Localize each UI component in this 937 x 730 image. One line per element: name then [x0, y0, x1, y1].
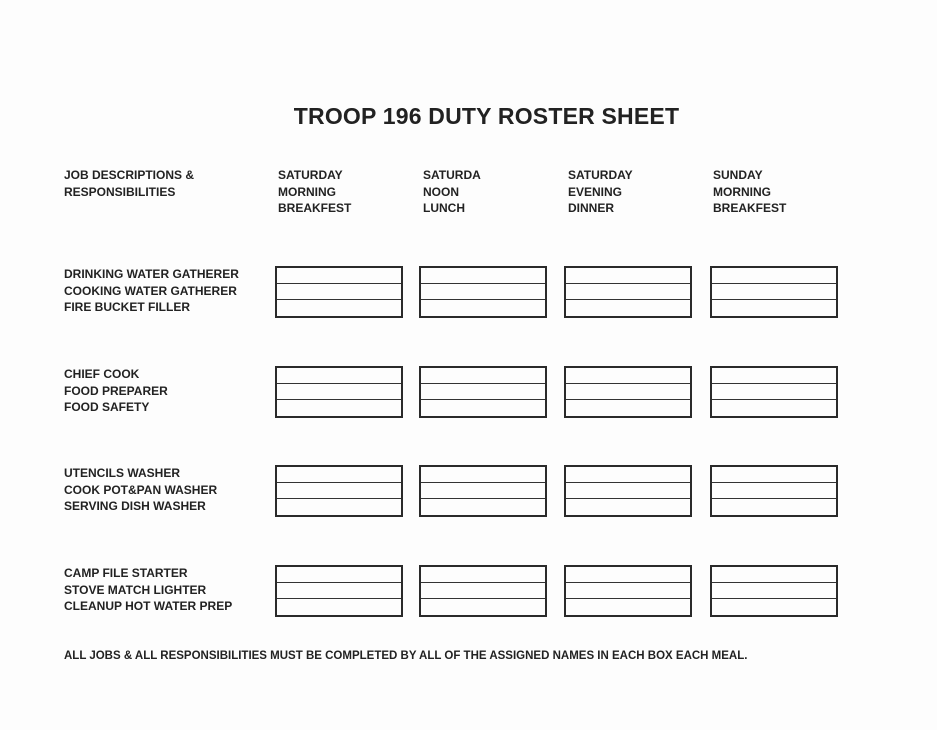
name-slot[interactable]: [712, 300, 836, 316]
name-slot[interactable]: [277, 284, 401, 300]
job-descriptions-header: [64, 167, 194, 200]
name-box-water-sun-breakfast: [710, 266, 838, 318]
name-slot[interactable]: [566, 483, 690, 499]
meal-header-day: SATURDAY: [568, 168, 633, 182]
job-group-cooking: [64, 366, 168, 416]
name-slot[interactable]: [566, 567, 690, 583]
job-group-washing: [64, 465, 217, 515]
page-title: TROOP 196 DUTY ROSTER SHEET: [293, 103, 680, 129]
footer-note: ALL JOBS & ALL RESPONSIBILITIES MUST BE COMPLETED BY ALL OF THE ASSIGNED NAMES IN EACH BOX EACH MEAL.: [64, 650, 748, 662]
name-slot[interactable]: [566, 400, 690, 416]
name-slot[interactable]: [421, 368, 545, 384]
meal-header-day: SATURDAY: [278, 168, 343, 182]
name-slot[interactable]: [421, 400, 545, 416]
job-label: UTENCILS WASHER: [64, 466, 181, 480]
name-slot[interactable]: [712, 268, 836, 284]
name-slot[interactable]: [277, 583, 401, 599]
name-slot[interactable]: [421, 483, 545, 499]
name-slot[interactable]: [566, 268, 690, 284]
job-label: FOOD PREPARER: [64, 383, 168, 398]
name-box-water-sat-dinner: [564, 266, 692, 318]
meal-header-saturday-breakfast: [278, 167, 351, 217]
job-label: FIRE BUCKET FILLER: [64, 300, 190, 314]
name-slot[interactable]: [421, 467, 545, 483]
job-label: SERVING DISH WASHER: [64, 499, 206, 513]
name-box-washing-sat-breakfast: [275, 465, 403, 517]
name-slot[interactable]: [712, 599, 836, 615]
meal-header-day: SATURDA: [423, 168, 481, 182]
name-slot[interactable]: [421, 583, 545, 599]
name-slot[interactable]: [712, 583, 836, 599]
name-slot[interactable]: [277, 268, 401, 284]
name-slot[interactable]: [277, 467, 401, 483]
job-label: CAMP FILE STARTER: [64, 566, 188, 580]
name-slot[interactable]: [566, 499, 690, 515]
name-box-cooking-sat-dinner: [564, 366, 692, 418]
name-slot[interactable]: [421, 284, 545, 300]
meal-header-meal: BREAKFEST: [713, 201, 787, 215]
name-slot[interactable]: [421, 567, 545, 583]
name-box-fire-sat-dinner: [564, 565, 692, 617]
name-box-cooking-sun-breakfast: [710, 366, 838, 418]
name-slot[interactable]: [421, 300, 545, 316]
job-label: DRINKING WATER GATHERER: [64, 267, 239, 281]
name-slot[interactable]: [421, 499, 545, 515]
name-box-washing-sat-dinner: [564, 465, 692, 517]
name-box-fire-sat-breakfast: [275, 565, 403, 617]
name-slot[interactable]: [712, 483, 836, 499]
name-slot[interactable]: [712, 567, 836, 583]
name-slot[interactable]: [566, 467, 690, 483]
name-slot[interactable]: [566, 300, 690, 316]
meal-header-saturday-dinner: [568, 167, 633, 217]
name-slot[interactable]: [566, 368, 690, 384]
job-header-line: JOB DESCRIPTIONS &: [64, 168, 195, 182]
name-box-fire-sun-breakfast: [710, 565, 838, 617]
name-slot[interactable]: [277, 599, 401, 615]
job-label: COOKING WATER GATHERER: [64, 283, 237, 298]
name-box-water-sat-lunch: [419, 266, 547, 318]
meal-header-time: MORNING: [713, 184, 771, 199]
name-slot[interactable]: [566, 284, 690, 300]
job-label: FOOD SAFETY: [64, 400, 150, 414]
name-slot[interactable]: [277, 483, 401, 499]
name-slot[interactable]: [277, 384, 401, 400]
name-slot[interactable]: [712, 284, 836, 300]
name-box-cooking-sat-breakfast: [275, 366, 403, 418]
meal-header-day: SUNDAY: [713, 168, 763, 182]
job-label: STOVE MATCH LIGHTER: [64, 582, 207, 597]
name-slot[interactable]: [421, 384, 545, 400]
name-slot[interactable]: [421, 599, 545, 615]
name-slot[interactable]: [712, 499, 836, 515]
name-slot[interactable]: [277, 400, 401, 416]
name-slot[interactable]: [712, 467, 836, 483]
job-group-fire: [64, 565, 232, 615]
job-label: CLEANUP HOT WATER PREP: [64, 599, 233, 613]
meal-header-time: MORNING: [278, 184, 336, 199]
name-slot[interactable]: [277, 368, 401, 384]
name-box-washing-sun-breakfast: [710, 465, 838, 517]
name-slot[interactable]: [566, 599, 690, 615]
name-slot[interactable]: [712, 400, 836, 416]
job-label: COOK POT&PAN WASHER: [64, 482, 218, 497]
name-slot[interactable]: [712, 384, 836, 400]
name-slot[interactable]: [277, 300, 401, 316]
meal-header-meal: DINNER: [568, 201, 615, 215]
meal-header-meal: LUNCH: [423, 201, 465, 215]
name-slot[interactable]: [277, 567, 401, 583]
meal-header-sunday-breakfast: [713, 167, 786, 217]
name-box-washing-sat-lunch: [419, 465, 547, 517]
job-header-line: RESPONSIBILITIES: [64, 184, 176, 199]
name-slot[interactable]: [712, 368, 836, 384]
meal-header-time: NOON: [423, 184, 459, 199]
name-slot[interactable]: [566, 384, 690, 400]
name-slot[interactable]: [566, 583, 690, 599]
job-group-water: [64, 266, 239, 316]
name-box-water-sat-breakfast: [275, 266, 403, 318]
name-box-cooking-sat-lunch: [419, 366, 547, 418]
meal-header-saturday-lunch: [423, 167, 481, 217]
meal-header-meal: BREAKFEST: [278, 201, 352, 215]
job-label: CHIEF COOK: [64, 367, 140, 381]
name-box-fire-sat-lunch: [419, 565, 547, 617]
meal-header-time: EVENING: [568, 184, 623, 199]
name-slot[interactable]: [277, 499, 401, 515]
name-slot[interactable]: [421, 268, 545, 284]
